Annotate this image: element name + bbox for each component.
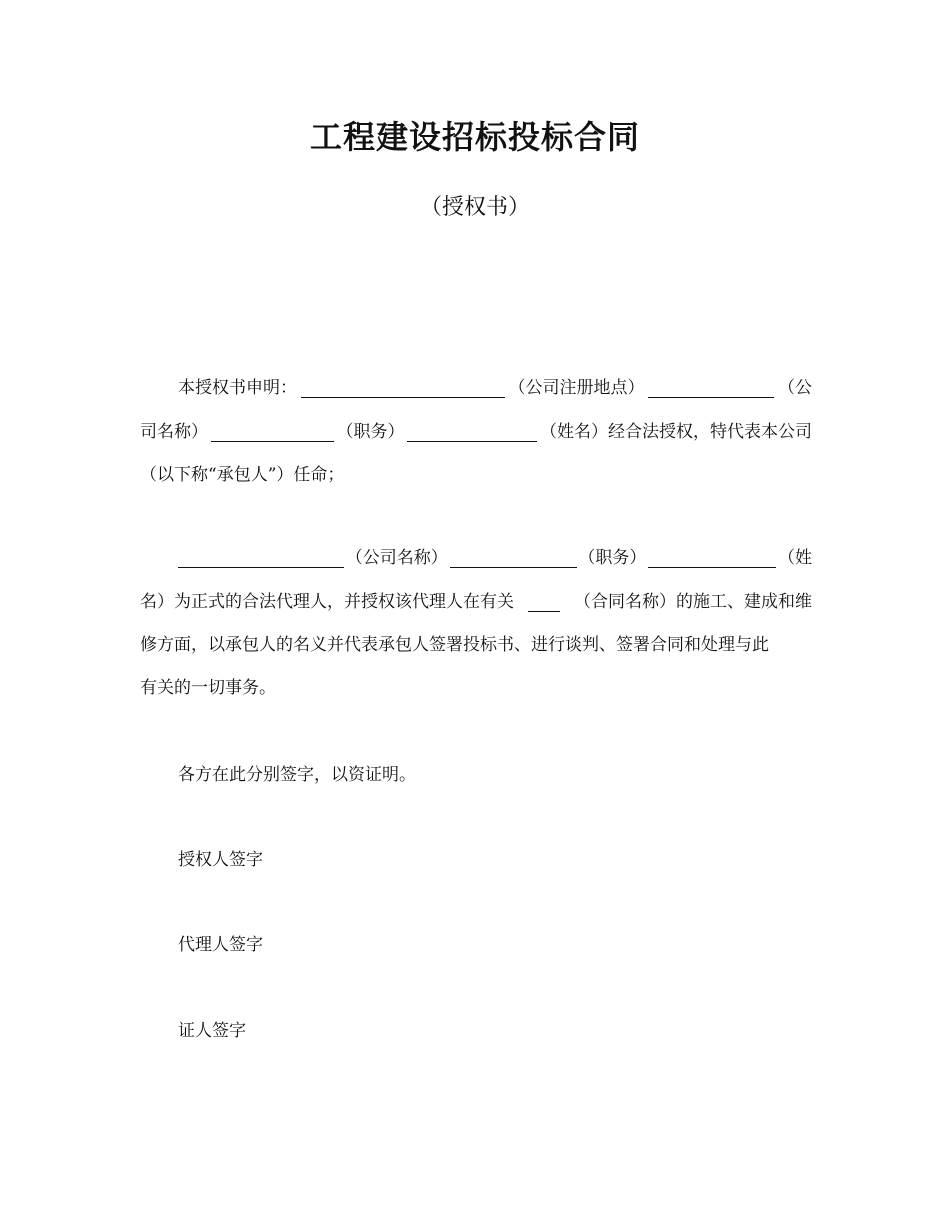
text: （姓 xyxy=(777,548,812,568)
closing-statement: 各方在此分别签字，以资证明。 xyxy=(178,765,416,785)
text: （公 xyxy=(778,378,812,398)
blank-agent-name[interactable] xyxy=(648,549,776,568)
blank-position[interactable] xyxy=(211,423,334,442)
paragraph-2-line-3 xyxy=(140,629,812,655)
paragraph-1-line-2 xyxy=(140,416,812,442)
paragraph-1-line-1 xyxy=(178,372,812,398)
text: （姓名）经合法授权，特代表本公司 xyxy=(540,422,812,442)
text: （职务） xyxy=(336,422,405,442)
text: 修方面，以承包人的名义并代表承包人签署投标书、进行谈判、签署合同和处理与此 xyxy=(140,635,769,655)
text: 司名称） xyxy=(140,422,208,442)
signature-agent: 代理人签字 xyxy=(178,935,263,955)
text: （以下称“承包人”）任命； xyxy=(140,465,345,485)
blank-contract-name[interactable] xyxy=(528,593,560,612)
text: （公司注册地点） xyxy=(508,378,645,398)
document-subtitle: （授权书） xyxy=(419,195,530,220)
signature-authorizer: 授权人签字 xyxy=(178,850,263,870)
text: 有关的一切事务。 xyxy=(140,678,276,698)
paragraph-2-line-4 xyxy=(140,672,812,698)
blank-agent-company[interactable] xyxy=(178,549,344,568)
text: （职务） xyxy=(578,548,647,568)
blank-company-address[interactable] xyxy=(301,379,505,398)
document-title: 工程建设招标投标合同 xyxy=(309,118,640,156)
signature-witness: 证人签字 xyxy=(178,1021,246,1041)
paragraph-1-line-3 xyxy=(140,459,812,485)
blank-agent-position[interactable] xyxy=(450,549,577,568)
text: （公司名称） xyxy=(345,548,448,568)
text: （合同名称）的施工、建成和维 xyxy=(574,592,812,612)
paragraph-2-line-1 xyxy=(178,542,812,568)
blank-name[interactable] xyxy=(407,423,537,442)
text: 本授权书申明： xyxy=(178,378,297,398)
text: 名）为正式的合法代理人，并授权该代理人在有关 xyxy=(140,592,514,612)
paragraph-2-line-2 xyxy=(140,586,812,612)
blank-company-name[interactable] xyxy=(648,379,774,398)
